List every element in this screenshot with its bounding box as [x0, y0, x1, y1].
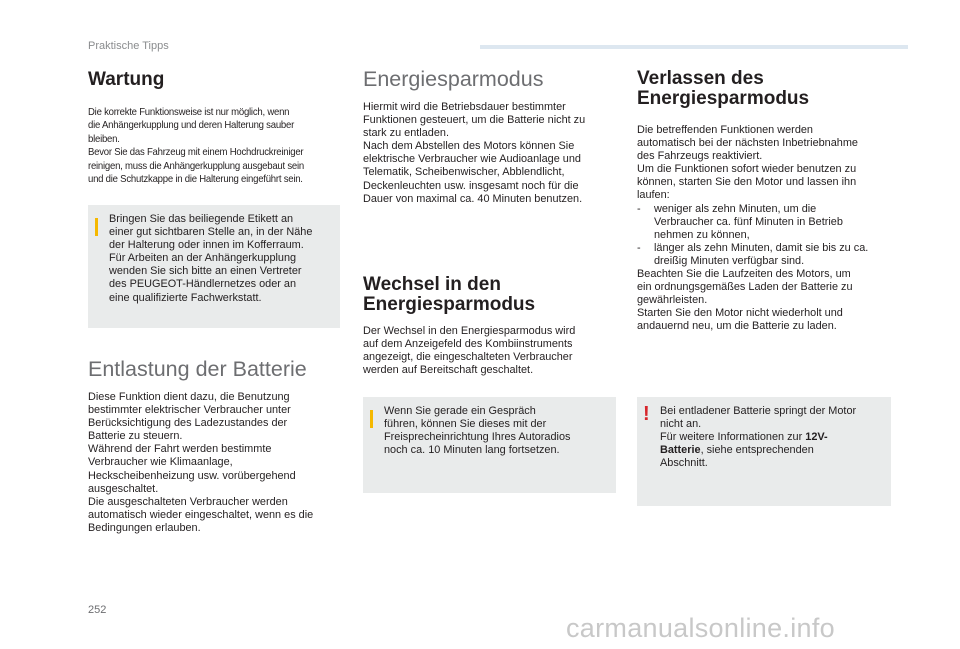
- text-line: gewährleisten.: [637, 294, 708, 307]
- text-line: Die ausgeschalteten Verbraucher werden: [88, 495, 288, 508]
- header-bar: [480, 45, 908, 49]
- wartung-info-text: [109, 213, 337, 305]
- text-line: Heckscheibenheizung usw. vorübergehend: [88, 469, 296, 482]
- text-line: Die korrekte Funktionsweise ist nur möglich, wenn: [88, 107, 290, 118]
- text-line: Verbraucher ca. fünf Minuten in Betrieb: [654, 215, 843, 228]
- text-line: automatisch wieder eingeschaltet, wenn es die: [88, 508, 314, 521]
- list-item: [637, 242, 892, 268]
- text-line: die Anhängerkupplung und deren Halterung sauber: [88, 120, 295, 132]
- text-line: Abschnitt.: [660, 457, 708, 470]
- text-line: Bedingungen erlauben.: [88, 521, 201, 534]
- text-line: [660, 444, 888, 457]
- entlastung-heading: Entlastung der Batterie: [88, 357, 307, 381]
- verlassen-warning-box: [637, 397, 891, 506]
- text-line: angezeigt, die eingeschalteten Verbraucher: [363, 351, 573, 364]
- warning-icon: !: [643, 403, 650, 425]
- text-line: Die betreffenden Funktionen werden: [637, 124, 813, 136]
- text-line: Freisprecheinrichtung Ihres Autoradios: [384, 431, 571, 444]
- section-label: Praktische Tipps: [88, 40, 169, 52]
- text-line: ausgeschaltet.: [88, 482, 159, 495]
- wechsel-text: [363, 325, 618, 377]
- text-line: Diese Funktion dient dazu, die Benutzung: [88, 391, 290, 403]
- text-line: länger als zehn Minuten, damit sie bis zu ca.: [654, 241, 869, 254]
- text-line: Starten Sie den Motor nicht wiederholt und: [637, 307, 843, 320]
- text-span: Für weitere Informationen zur: [660, 431, 806, 444]
- text-line: Deckenleuchten usw. insgesamt noch für die: [363, 179, 579, 192]
- wechsel-section: [363, 275, 618, 377]
- text-line: eine qualifizierte Fachwerkstatt.: [109, 291, 262, 304]
- text-line: nicht an.: [660, 418, 702, 431]
- column-left: [88, 64, 338, 186]
- info-icon: [95, 218, 98, 236]
- heading-line: Energiesparmodus: [637, 88, 810, 109]
- text-line: Berücksichtigung des Ladezustandes der: [88, 417, 288, 430]
- text-line: Um die Funktionen sofort wieder benutzen zu: [637, 163, 857, 176]
- text-line: elektrische Verbraucher wie Audioanlage und: [363, 153, 581, 166]
- text-line: des PEUGEOT-Händlernetzes oder an: [109, 278, 297, 291]
- text-line: stark zu entladen.: [363, 127, 449, 140]
- column-middle: [363, 64, 616, 206]
- text-line: automatisch bei der nächsten Inbetriebnahme: [637, 137, 858, 150]
- text-line: Für Arbeiten an der Anhängerkupplung: [109, 252, 297, 265]
- wechsel-info-text: [384, 405, 612, 457]
- text-line: und die Schutzkappe in die Halterung eingeführt sein.: [88, 174, 303, 186]
- wartung-heading: Wartung: [88, 69, 165, 90]
- text-line: nehmen zu können,: [654, 228, 750, 241]
- entlastung-section: [88, 357, 343, 535]
- text-span: , siehe entsprechenden: [700, 444, 814, 457]
- text-line: Dauer von maximal ca. 40 Minuten benutzen.: [363, 192, 583, 205]
- dash-bullet: -: [637, 202, 641, 215]
- text-line: Batterie zu steuern.: [88, 430, 183, 443]
- info-icon: [370, 410, 373, 428]
- text-line: Telematik, Scheibenwischer, Abblendlicht,: [363, 166, 565, 179]
- text-line: Bevor Sie das Fahrzeug mit einem Hochdruckreiniger: [88, 147, 304, 159]
- energiesparmodus-heading: Energiesparmodus: [363, 67, 544, 91]
- column-right: [637, 64, 892, 334]
- list-item: [637, 203, 892, 242]
- watermark: carmanualsonline.info: [566, 613, 835, 643]
- bold-reference: 12V-: [805, 431, 828, 444]
- text-line: laufen:: [637, 189, 670, 202]
- text-line: noch ca. 10 Minuten lang fortsetzen.: [384, 444, 560, 457]
- text-line: einer gut sichtbaren Stelle an, in der Nähe: [109, 226, 313, 239]
- text-line: Bei entladener Batterie springt der Motor: [660, 405, 857, 417]
- entlastung-text: [88, 391, 343, 535]
- wartung-info-box: [88, 205, 340, 328]
- text-line: werden auf Bereitschaft geschaltet.: [363, 364, 534, 377]
- text-line: bestimmter elektrischer Verbraucher unter: [88, 404, 291, 417]
- verlassen-heading: [637, 69, 892, 109]
- text-line: reinigen, muss die Anhängerkupplung ausgebaut sein: [88, 160, 304, 172]
- heading-line: Wechsel in den: [363, 274, 501, 295]
- bold-reference: Batterie: [660, 444, 701, 457]
- text-line: Verbraucher wie Klimaanlage,: [88, 456, 233, 469]
- energiesparmodus-text: [363, 101, 616, 206]
- text-line: andauernd neu, um die Batterie zu laden.: [637, 320, 837, 333]
- text-line: Beachten Sie die Laufzeiten des Motors, um: [637, 268, 851, 281]
- text-line: Bringen Sie das beiliegende Etikett an: [109, 213, 294, 225]
- text-line: der Halterung oder innen im Kofferraum.: [109, 239, 304, 252]
- wechsel-info-box: [363, 397, 616, 493]
- verlassen-text: [637, 124, 892, 334]
- text-line: Wenn Sie gerade ein Gespräch: [384, 405, 536, 417]
- text-line: bleiben.: [88, 133, 120, 145]
- text-line: [660, 431, 888, 444]
- text-line: Funktionen gesteuert, um die Batterie nicht zu: [363, 114, 586, 127]
- heading-line: Verlassen des: [637, 68, 764, 89]
- heading-line: Energiesparmodus: [363, 294, 536, 315]
- page-number: 252: [88, 604, 107, 616]
- text-line: ein ordnungsgemäßes Laden der Batterie zu: [637, 281, 853, 294]
- text-line: dreißig Minuten verfügbar sind.: [654, 254, 805, 267]
- text-line: auf dem Anzeigefeld des Kombiinstruments: [363, 338, 573, 351]
- text-line: weniger als zehn Minuten, um die: [654, 202, 817, 215]
- wartung-text: [88, 106, 336, 186]
- text-line: können, starten Sie den Motor und lassen ihn: [637, 176, 857, 189]
- text-line: des Fahrzeugs reaktiviert.: [637, 150, 763, 163]
- text-line: Hiermit wird die Betriebsdauer bestimmter: [363, 101, 566, 113]
- text-line: führen, können Sie dieses mit der: [384, 418, 547, 431]
- dash-bullet: -: [637, 241, 641, 254]
- text-line: Nach dem Abstellen des Motors können Sie: [363, 140, 575, 153]
- verlassen-warning-text: [660, 405, 888, 470]
- text-line: Der Wechsel in den Energiesparmodus wird: [363, 325, 576, 337]
- text-line: wenden Sie sich bitte an einen Vertreter: [109, 265, 302, 278]
- text-line: Während der Fahrt werden bestimmte: [88, 443, 272, 456]
- wechsel-heading: [363, 275, 618, 315]
